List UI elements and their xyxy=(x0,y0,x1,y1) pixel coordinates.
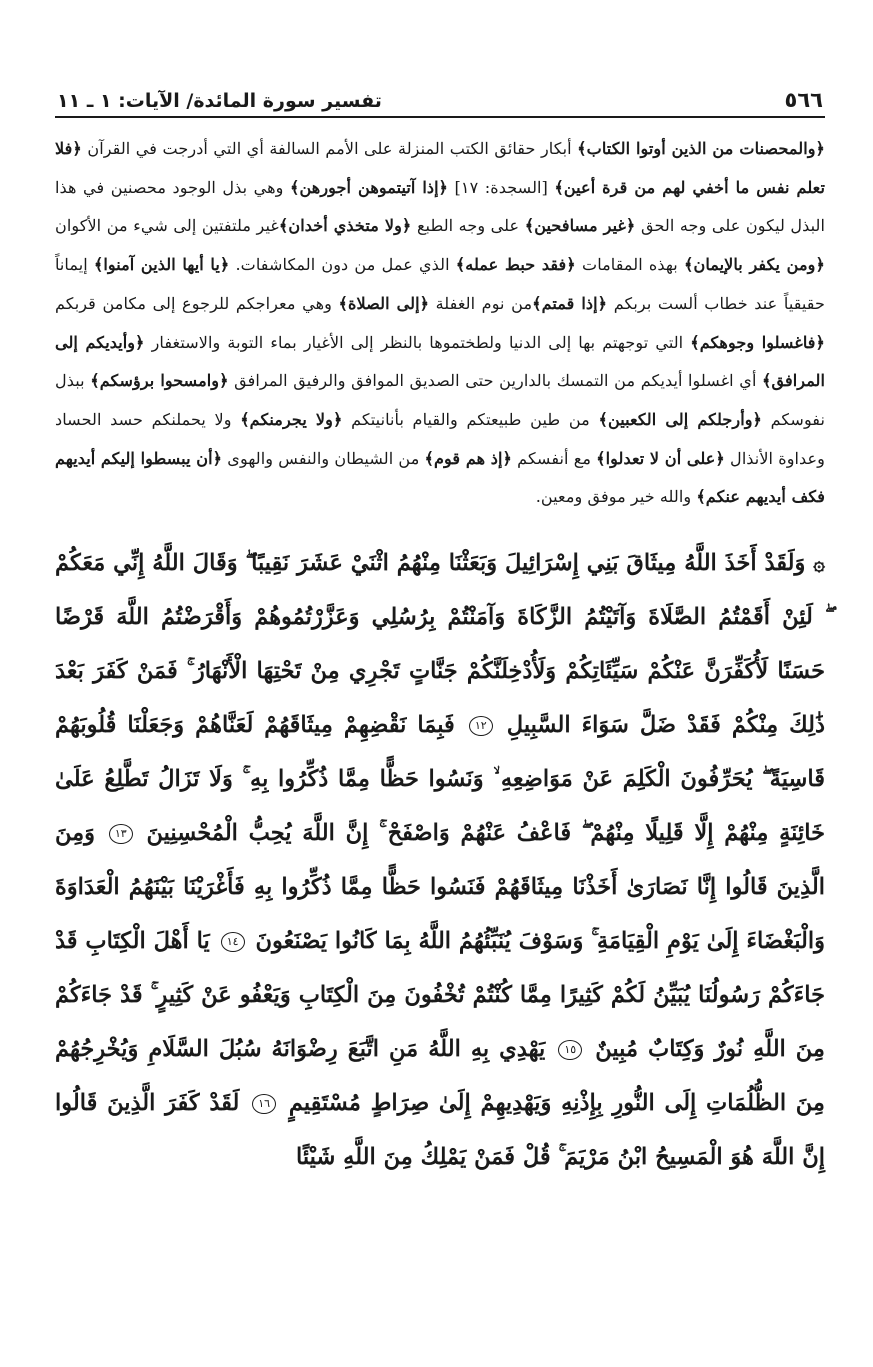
quoted-verse: ﴿فقد حبط عمله﴾ xyxy=(455,255,576,275)
quoted-verse: ﴿إذ هم قوم﴾ xyxy=(424,448,512,468)
quoted-verse: ﴿على أن لا تعدلوا﴾ xyxy=(596,448,725,468)
commentary-text: من نوم الغفلة xyxy=(429,293,533,313)
commentary-text: [السجدة: ١٧] xyxy=(448,177,555,197)
commentary-text: ببذل نفوسكم xyxy=(55,371,825,429)
quoted-verse: ﴿أن يبسطوا إليكم أيديهم فكف أيديهم عنكم﴾ xyxy=(55,448,825,507)
quran-text-block xyxy=(55,536,825,1184)
verse-text: لَقَدْ كَفَرَ الَّذِينَ قَالُوا إِنَّ اللَّهَ هُوَ الْمَسِيحُ ابْنُ مَرْيَمَ ۚ قُلْ فَمَنْ يَمْلِكُ مِنَ اللَّهِ شَيْئًا xyxy=(55,1090,825,1171)
verse-number-marker: ١٢ xyxy=(469,716,493,736)
verse-text: يَهْدِي بِهِ اللَّهُ مَنِ اتَّبَعَ رِضْوَانَهُ سُبُلَ السَّلَامِ وَيُخْرِجُهُمْ مِنَ الظُّلُمَاتِ إِلَى النُّورِ بِإِذْنِهِ وَيَهْدِيهِمْ إِلَىٰ صِرَاطٍ مُسْتَقِيمٍ xyxy=(55,1036,825,1117)
commentary-text: إيماناً حقيقياً عند خطاب ألست بربكم xyxy=(55,255,825,313)
commentary-text: والله خير موفق ومعين. xyxy=(535,487,697,507)
page-header xyxy=(55,78,825,118)
verse-text: يَا أَهْلَ الْكِتَابِ قَدْ جَاءَكُمْ رَسُولُنَا يُبَيِّنُ لَكُمْ كَثِيرًا مِمَّا كُنْتُمْ تُخْفُونَ مِنَ الْكِتَابِ وَيَعْفُو عَنْ كَثِيرٍ ۚ قَدْ جَاءَكُمْ مِنَ اللَّهِ نُورٌ وَكِتَابٌ مُبِينٌ xyxy=(55,928,825,1063)
verse-number-marker: ١٣ xyxy=(109,824,133,844)
commentary-text: أي اغسلوا أيديكم من التمسك بالدارين حتى الصديق الموافق والرفيق المرافق xyxy=(228,371,763,391)
quoted-verse: ﴿والمحصنات من الذين أوتوا الكتاب﴾ xyxy=(577,139,825,158)
verse-text: وَمِنَ الَّذِينَ قَالُوا إِنَّا نَصَارَىٰ أَخَذْنَا مِيثَاقَهُمْ فَنَسُوا حَظًّا مِمَّا ذُكِّرُوا بِهِ فَأَغْرَيْنَا بَيْنَهُمُ الْعَدَاوَةَ وَالْبَغْضَاءَ إِلَىٰ يَوْمِ الْقِيَامَةِ ۚ وَسَوْفَ يُنَبِّئُهُمُ اللَّهُ بِمَا كَانُوا يَصْنَعُونَ xyxy=(55,820,825,955)
verse-number-marker: ١٥ xyxy=(558,1040,582,1060)
quoted-verse: ﴿وأرجلكم إلى الكعبين﴾ xyxy=(598,409,763,429)
commentary-text: مع أنفسكم xyxy=(512,448,597,468)
commentary-text: من الشيطان والنفس والهوى xyxy=(222,448,425,468)
quoted-verse: ﴿يا أيها الذين آمنوا﴾ xyxy=(93,255,230,275)
verse-text: فَبِمَا نَقْضِهِمْ مِيثَاقَهُمْ لَعَنَّاهُمْ وَجَعَلْنَا قُلُوبَهُمْ قَاسِيَةً ۖ يُحَرِّفُونَ الْكَلِمَ عَنْ مَوَاضِعِهِ ۙ وَنَسُوا حَظًّا مِمَّا ذُكِّرُوا بِهِ ۚ وَلَا تَزَالُ تَطَّلِعُ عَلَىٰ خَائِنَةٍ مِنْهُمْ إِلَّا قَلِيلًا مِنْهُمْ ۖ فَاعْفُ عَنْهُمْ وَاصْفَحْ ۚ إِنَّ اللَّهَ يُحِبُّ الْمُحْسِنِينَ xyxy=(55,712,825,847)
page xyxy=(55,78,825,1184)
verse-number-marker: ١٤ xyxy=(221,932,245,952)
quoted-verse: ﴿وامسحوا برؤسكم﴾ xyxy=(90,371,229,391)
commentary-text: ولا يحملنكم حسد الحساد وعداوة الأنذال xyxy=(55,409,825,468)
quoted-verse: ﴿إذا قمتم﴾ xyxy=(532,293,608,313)
quoted-verse: ﴿ولا يجرمنكم﴾ xyxy=(240,409,343,429)
quoted-verse: ﴿إذا آتيتموهن أجورهن﴾ xyxy=(290,177,449,197)
commentary-text: على وجه الطبع xyxy=(411,216,525,236)
commentary-text: وهي معراجكم للرجوع إلى مكامن قربكم xyxy=(55,293,339,313)
verse-number-marker: ١٦ xyxy=(252,1094,276,1114)
quoted-verse: ﴿وأيديكم إلى المرافق﴾ xyxy=(55,332,825,391)
quoted-verse: ﴿ولا متخذي أخدان﴾ xyxy=(278,216,412,236)
commentary-text: بهذه المقامات xyxy=(575,255,684,275)
commentary-text: وهي بذل الوجود محصنين في هذا البذل ليكون على وجه الحق xyxy=(55,177,825,236)
quoted-verse: ﴿إلى الصلاة﴾ xyxy=(338,293,430,313)
quoted-verse: ﴿فاغسلوا وجوهكم﴾ xyxy=(690,332,825,352)
quoted-verse: ﴿ومن يكفر بالإيمان﴾ xyxy=(683,255,825,275)
quoted-verse: ﴿غير مسافحين﴾ xyxy=(524,216,636,236)
commentary-text: من طين طبيعتكم والقيام بأنانيتكم xyxy=(342,409,599,429)
commentary-text: التي توجهتم بها إلى الدنيا ولطختموها بالنظر إلى الأغيار بماء التوبة والاستغفار xyxy=(144,332,691,352)
commentary-text: غير ملتفتين إلى شيء من الأكوان xyxy=(55,216,279,236)
commentary-text: أبكار حقائق الكتب المنزلة على الأمم السالفة أي التي أدرجت في القرآن xyxy=(81,139,578,158)
running-title: تفسير سورة المائدة/ الآيات: ١ ـ ١١ xyxy=(57,90,382,112)
commentary-text: الذي عمل من دون المكاشفات. xyxy=(229,255,456,275)
page-number: ٥٦٦ xyxy=(784,88,823,112)
verse-text: وَلَقَدْ أَخَذَ اللَّهُ مِيثَاقَ بَنِي إِسْرَائِيلَ وَبَعَثْنَا مِنْهُمُ اثْنَيْ عَشَرَ نَقِيبًا ۖ وَقَالَ اللَّهُ إِنِّي مَعَكُمْ ۖ لَئِنْ أَقَمْتُمُ الصَّلَاةَ وَآتَيْتُمُ الزَّكَاةَ وَآمَنْتُمْ بِرُسُلِي وَعَزَّرْتُمُوهُمْ وَأَقْرَضْتُمُ اللَّهَ قَرْضًا حَسَنًا لَأُكَفِّرَنَّ عَنْكُمْ سَيِّئَاتِكُمْ وَلَأُدْخِلَنَّكُمْ جَنَّاتٍ تَجْرِي مِنْ تَحْتِهَا الْأَنْهَارُ ۚ فَمَنْ كَفَرَ بَعْدَ ذَٰلِكَ مِنْكُمْ فَقَدْ ضَلَّ سَوَاءَ السَّبِيلِ xyxy=(55,550,825,739)
hizb-star-icon: ۞ xyxy=(813,551,825,576)
quoted-verse: ﴿فلا تعلم نفس ما أخفي لهم من قرة أعين﴾ xyxy=(55,139,825,197)
commentary-paragraph xyxy=(55,130,825,517)
